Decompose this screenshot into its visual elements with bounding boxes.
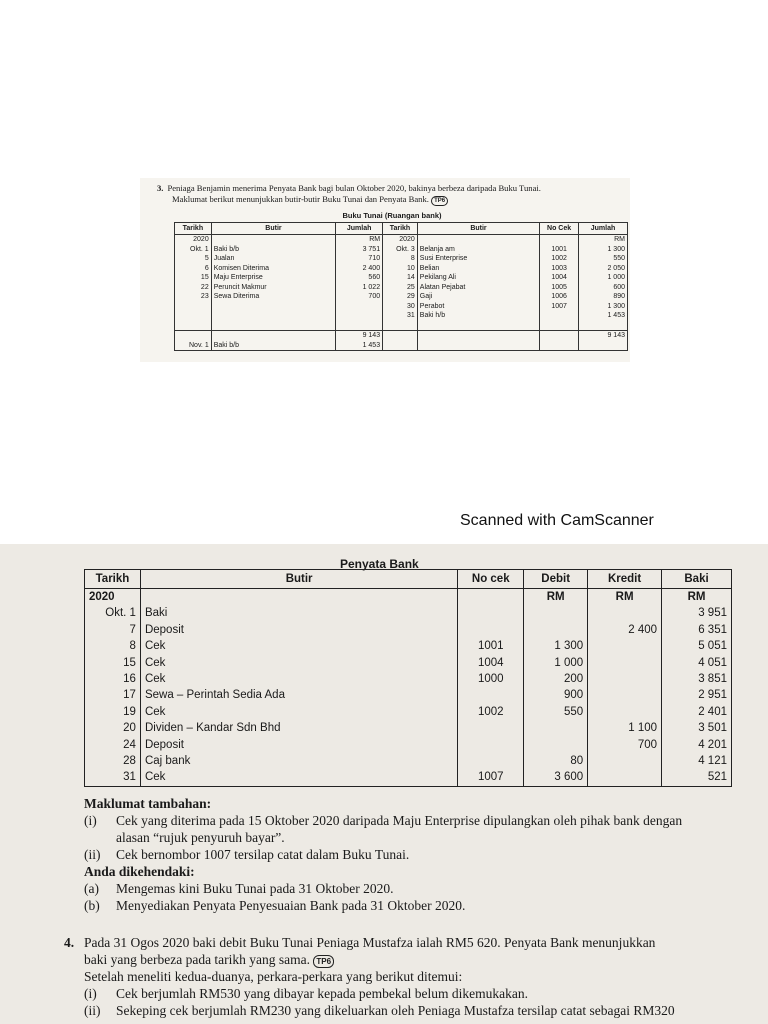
item-label: (b) [84, 898, 100, 913]
table-cell: 16 [85, 671, 141, 687]
table-cell: 4 121 [662, 753, 732, 769]
table-cell: RM [524, 589, 588, 606]
table-cell [211, 331, 335, 341]
column-header: No Cek [540, 223, 579, 235]
table-cell [524, 737, 588, 753]
table-row [175, 311, 628, 321]
table-cell: Sewa – Perintah Sedia Ada [140, 687, 457, 703]
table-cell: 1000 [458, 671, 524, 687]
table-cell: Nov. 1 [175, 341, 212, 351]
table-cell [336, 311, 383, 321]
item-text: alasan “rujuk penyuruh bayar”. [116, 830, 285, 845]
question-3-line-2 [157, 194, 627, 206]
table-cell: 29 [383, 292, 418, 302]
table-row [175, 235, 628, 245]
table-cell: Deposit [140, 622, 457, 638]
table-row [175, 245, 628, 255]
table-cell [175, 302, 212, 312]
table-cell: 550 [524, 704, 588, 720]
table-cell: 2 050 [578, 264, 627, 274]
table-cell [588, 687, 662, 703]
cash-book-table [174, 222, 628, 351]
table-cell: 10 [383, 264, 418, 274]
table-row [85, 687, 732, 703]
table-cell: 30 [383, 302, 418, 312]
table-cell: 23 [175, 292, 212, 302]
table-cell: 15 [85, 655, 141, 671]
table-cell: RM [578, 235, 627, 245]
column-header: Tarikh [85, 570, 141, 589]
table-row [85, 605, 732, 621]
table-cell: 20 [85, 720, 141, 736]
table-cell: Pekilang Ali [417, 273, 539, 283]
table-cell: 2020 [383, 235, 418, 245]
column-header: Tarikh [383, 223, 418, 235]
table-cell: 1002 [540, 254, 579, 264]
table-row [85, 720, 732, 736]
table-cell: Baki b/b [211, 245, 335, 255]
list-item [84, 846, 734, 863]
table-cell: 3 851 [662, 671, 732, 687]
table-cell: 19 [85, 704, 141, 720]
item-text: Cek yang diterima pada 15 Oktober 2020 daripada Maju Enterprise dipulangkan oleh pihak bank dengan [116, 813, 683, 828]
table-cell [458, 720, 524, 736]
list-item [84, 897, 734, 914]
table-cell: 28 [85, 753, 141, 769]
table-cell [211, 235, 335, 245]
question-text: Peniaga Benjamin menerima Penyata Bank bagi bulan Oktober 2020, bakinya berbeza daripada Buku Tunai. [167, 183, 541, 193]
table-cell [383, 341, 418, 351]
table-cell: 200 [524, 671, 588, 687]
table-cell: 31 [383, 311, 418, 321]
table-cell: 1 453 [336, 341, 383, 351]
table-cell: Jualan [211, 254, 335, 264]
table-cell: Belian [417, 264, 539, 274]
column-header: Kredit [588, 570, 662, 589]
table-cell [588, 638, 662, 654]
question-3 [157, 183, 627, 206]
table-cell: 8 [383, 254, 418, 264]
table-cell: 1 022 [336, 283, 383, 293]
table-row [85, 655, 732, 671]
question-text: Pada 31 Ogos 2020 baki debit Buku Tunai Peniaga Mustafza ialah RM5 620. Penyata Bank menunjukkan [84, 935, 656, 950]
table-cell: 7 [85, 622, 141, 638]
table-cell: 1001 [540, 245, 579, 255]
additional-info [84, 795, 734, 914]
table-cell: 1007 [540, 302, 579, 312]
table-cell [417, 321, 539, 331]
table-row [175, 264, 628, 274]
table-cell: 80 [524, 753, 588, 769]
question-4 [64, 934, 734, 1019]
table-cell: 521 [662, 769, 732, 786]
table-row [85, 638, 732, 654]
table-row [175, 254, 628, 264]
column-header: Tarikh [175, 223, 212, 235]
table-cell: Maju Enterprise [211, 273, 335, 283]
table-cell [588, 753, 662, 769]
table-cell: 4 051 [662, 655, 732, 671]
table-cell [524, 622, 588, 638]
table-cell [458, 589, 524, 606]
table-cell [458, 753, 524, 769]
table-row [85, 753, 732, 769]
question-4-line-3: Setelah meneliti kedua-duanya, perkara-perkara yang berikut ditemui: [84, 969, 463, 984]
table-cell [175, 321, 212, 331]
table-cell: Susi Enterprise [417, 254, 539, 264]
table-cell: Alatan Pejabat [417, 283, 539, 293]
question-3-line-1 [157, 183, 627, 194]
table-cell: 1 000 [524, 655, 588, 671]
item-text: Sekeping cek berjumlah RM230 yang dikeluarkan oleh Peniaga Mustafza tersilap catat sebagai RM320 [116, 1003, 675, 1018]
cash-book-title: Buku Tunai (Ruangan bank) [342, 211, 442, 220]
table-cell [417, 341, 539, 351]
table-cell: Peruncit Makmur [211, 283, 335, 293]
table-cell: 24 [85, 737, 141, 753]
question-text: baki yang berbeza pada tarikh yang sama. [84, 952, 311, 967]
list-item [64, 1002, 734, 1019]
tp-badge: TP6 [431, 196, 448, 206]
table-cell [175, 311, 212, 321]
table-cell [588, 655, 662, 671]
table-cell: Caj bank [140, 753, 457, 769]
list-item [84, 880, 734, 897]
table-row [175, 283, 628, 293]
table-cell [175, 331, 212, 341]
table-cell: 8 [85, 638, 141, 654]
table-cell: 1 100 [588, 720, 662, 736]
table-cell: 2 401 [662, 704, 732, 720]
table-cell: 560 [336, 273, 383, 283]
table-cell: 3 751 [336, 245, 383, 255]
table-cell: 1 300 [578, 245, 627, 255]
table-cell [588, 671, 662, 687]
table-cell: 1005 [540, 283, 579, 293]
table-cell: 5 051 [662, 638, 732, 654]
table-cell [458, 737, 524, 753]
table-cell: Sewa Diterima [211, 292, 335, 302]
table-cell [588, 605, 662, 621]
table-row [85, 769, 732, 786]
table-cell: 1001 [458, 638, 524, 654]
item-label: (ii) [84, 1003, 101, 1018]
table-cell: 2 400 [588, 622, 662, 638]
table-row [175, 273, 628, 283]
table-cell: 3 951 [662, 605, 732, 621]
table-cell: Perabot [417, 302, 539, 312]
column-header: Butir [140, 570, 457, 589]
table-cell [211, 311, 335, 321]
table-row [85, 704, 732, 720]
table-cell: 17 [85, 687, 141, 703]
table-row [85, 589, 732, 606]
table-cell: 1 453 [578, 311, 627, 321]
item-label: (a) [84, 881, 99, 896]
table-cell [383, 321, 418, 331]
table-cell: 6 351 [662, 622, 732, 638]
question-4-line-2 [64, 951, 734, 968]
item-label: (ii) [84, 847, 101, 862]
table-cell: 14 [383, 273, 418, 283]
question-number: 4. [64, 935, 75, 950]
table-cell: Okt. 1 [175, 245, 212, 255]
table-cell: 3 600 [524, 769, 588, 786]
table-cell: 9 143 [578, 331, 627, 341]
table-cell: 2020 [85, 589, 141, 606]
table-cell: 1004 [458, 655, 524, 671]
table-cell: 5 [175, 254, 212, 264]
table-cell [540, 341, 579, 351]
table-cell: RM [662, 589, 732, 606]
table-cell: 900 [524, 687, 588, 703]
table-cell: 1 300 [578, 302, 627, 312]
table-cell [524, 720, 588, 736]
table-cell: 22 [175, 283, 212, 293]
table-cell: Okt. 1 [85, 605, 141, 621]
table-cell: Komisen Diterima [211, 264, 335, 274]
table-row [85, 622, 732, 638]
table-cell: 600 [578, 283, 627, 293]
table-cell: RM [336, 235, 383, 245]
table-cell: Baki h/b [417, 311, 539, 321]
table-cell [524, 605, 588, 621]
table-cell [417, 235, 539, 245]
table-cell: Baki [140, 605, 457, 621]
table-cell [578, 321, 627, 331]
bank-statement-table [84, 569, 732, 787]
table-cell: 1 000 [578, 273, 627, 283]
table-cell [336, 302, 383, 312]
table-cell: 710 [336, 254, 383, 264]
question-4-line-1 [64, 934, 734, 951]
table-row [175, 302, 628, 312]
column-header: No cek [458, 570, 524, 589]
total-row [175, 331, 628, 341]
cash-book-header-row [175, 223, 628, 235]
table-cell: 700 [336, 292, 383, 302]
table-cell: RM [588, 589, 662, 606]
table-cell: 9 143 [336, 331, 383, 341]
table-row [175, 341, 628, 351]
bank-statement-header-row [85, 570, 732, 589]
table-row-spacer [175, 321, 628, 331]
table-cell: Cek [140, 704, 457, 720]
table-cell: 700 [588, 737, 662, 753]
table-cell: Cek [140, 638, 457, 654]
table-cell: Cek [140, 769, 457, 786]
question-text: Maklumat berikut menunjukkan butir-butir Buku Tunai dan Penyata Bank. [172, 194, 429, 204]
table-cell [540, 235, 579, 245]
list-item [84, 812, 734, 846]
column-header: Debit [524, 570, 588, 589]
bank-statement-title: Penyata Bank [340, 557, 419, 571]
required-heading: Anda dikehendaki: [84, 864, 195, 879]
item-label: (i) [84, 986, 97, 1001]
table-cell: 1004 [540, 273, 579, 283]
table-cell: 2 400 [336, 264, 383, 274]
table-cell: Cek [140, 671, 457, 687]
table-cell: Belanja am [417, 245, 539, 255]
table-cell: 31 [85, 769, 141, 786]
table-cell: 550 [578, 254, 627, 264]
table-row [85, 671, 732, 687]
table-cell [540, 331, 579, 341]
table-cell: Baki b/b [211, 341, 335, 351]
table-cell: 2020 [175, 235, 212, 245]
item-label: (i) [84, 813, 97, 828]
table-cell [540, 321, 579, 331]
table-cell [458, 687, 524, 703]
table-cell [588, 769, 662, 786]
table-cell: 3 501 [662, 720, 732, 736]
table-cell: Cek [140, 655, 457, 671]
column-header: Jumlah [336, 223, 383, 235]
table-cell [211, 321, 335, 331]
question-number: 3. [157, 183, 164, 193]
table-cell: 25 [383, 283, 418, 293]
table-cell: 1007 [458, 769, 524, 786]
column-header: Jumlah [578, 223, 627, 235]
table-cell [336, 321, 383, 331]
table-cell [417, 331, 539, 341]
table-cell: 15 [175, 273, 212, 283]
item-text: Menyediakan Penyata Penyesuaian Bank pada 31 Oktober 2020. [116, 898, 466, 913]
tp-badge: TP6 [313, 955, 334, 968]
table-row [85, 737, 732, 753]
table-cell [211, 302, 335, 312]
table-cell [458, 605, 524, 621]
table-cell: Okt. 3 [383, 245, 418, 255]
column-header: Baki [662, 570, 732, 589]
table-cell: 890 [578, 292, 627, 302]
item-text: Cek berjumlah RM530 yang dibayar kepada pembekal belum dikemukakan. [116, 986, 529, 1001]
table-cell [383, 331, 418, 341]
table-cell: 1002 [458, 704, 524, 720]
item-text: Mengemas kini Buku Tunai pada 31 Oktober 2020. [116, 881, 394, 896]
column-header: Butir [211, 223, 335, 235]
table-row [175, 292, 628, 302]
camscanner-watermark: Scanned with CamScanner [460, 512, 654, 529]
table-cell: Dividen – Kandar Sdn Bhd [140, 720, 457, 736]
table-cell: 6 [175, 264, 212, 274]
table-cell: 1003 [540, 264, 579, 274]
table-cell: 1 300 [524, 638, 588, 654]
list-item [64, 985, 734, 1002]
additional-info-heading: Maklumat tambahan: [84, 796, 212, 811]
table-cell [140, 589, 457, 606]
table-cell [458, 622, 524, 638]
table-cell: 2 951 [662, 687, 732, 703]
item-text: Cek bernombor 1007 tersilap catat dalam Buku Tunai. [116, 847, 410, 862]
table-cell [578, 341, 627, 351]
table-cell [540, 311, 579, 321]
column-header: Butir [417, 223, 539, 235]
table-cell [588, 704, 662, 720]
table-cell: Gaji [417, 292, 539, 302]
table-cell: 4 201 [662, 737, 732, 753]
table-cell: Deposit [140, 737, 457, 753]
table-cell: 1006 [540, 292, 579, 302]
